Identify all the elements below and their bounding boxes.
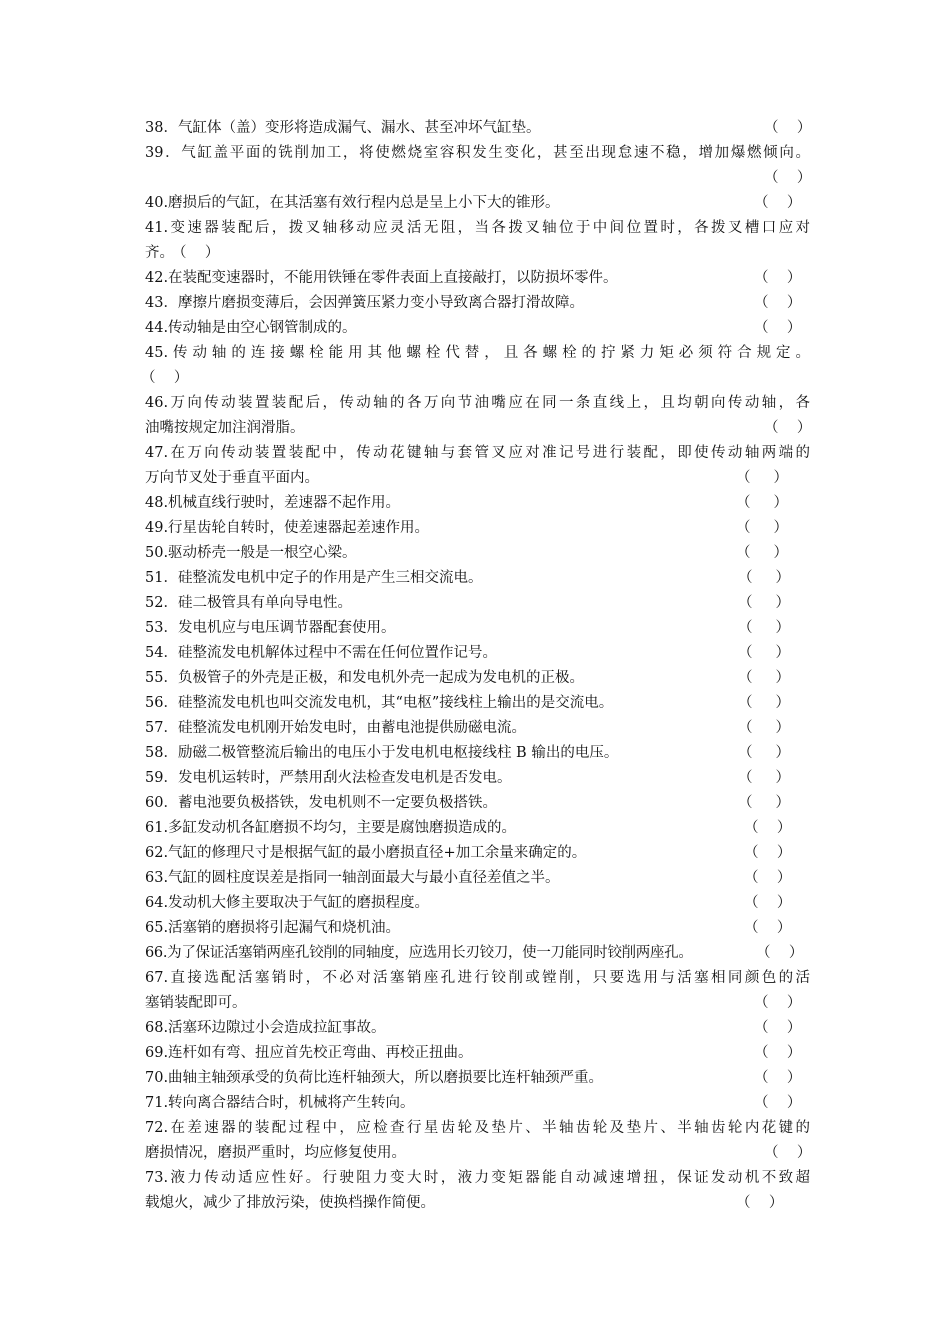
question-65-line-1: 65.活塞销的磨损将引起漏气和烧机油。 xyxy=(145,920,401,936)
question-50-line-1: 50.驱动桥壳一般是一根空心梁。 xyxy=(145,545,357,561)
question-66-line-1: 66.为了保证活塞销两座孔铰削的同轴度，应选用长刃铰刀，使一刀能同时铰削两座孔。 xyxy=(145,945,693,961)
question-72-line-2: 磨损情况，磨损严重时，均应修复使用。 xyxy=(145,1145,406,1161)
answer-bracket-52[interactable]: （ ） xyxy=(738,595,791,611)
answer-bracket-45[interactable]: （ ） xyxy=(141,370,189,386)
question-38-line-1: 38．气缸体（盖）变形将造成漏气、漏水、甚至冲坏气缸垫。 xyxy=(145,120,541,136)
answer-bracket-61[interactable]: （ ） xyxy=(744,820,792,836)
answer-bracket-42[interactable]: （ ） xyxy=(754,270,802,286)
answer-bracket-69[interactable]: （ ） xyxy=(754,1045,802,1061)
question-69-line-1: 69.连杆如有弯、扭应首先校正弯曲、再校正扭曲。 xyxy=(145,1045,473,1061)
answer-bracket-67[interactable]: （ ） xyxy=(754,995,802,1011)
question-39-line-1: 39．气缸盖平面的铣削加工，将使燃烧室容积发生变化，甚至出现怠速不稳，增加爆燃倾向。 xyxy=(145,145,810,161)
question-47-line-2: 万向节叉处于垂直平面内。 xyxy=(145,470,319,486)
question-43-line-1: 43．摩擦片磨损变薄后，会因弹簧压紧力变小导致离合器打滑故障。 xyxy=(145,295,584,311)
answer-bracket-59[interactable]: （ ） xyxy=(738,770,791,786)
question-59-line-1: 59．发电机运转时，严禁用刮火法检查发电机是否发电。 xyxy=(145,770,512,786)
question-68-line-1: 68.活塞环边隙过小会造成拉缸事故。 xyxy=(145,1020,386,1036)
answer-bracket-56[interactable]: （ ） xyxy=(738,695,791,711)
question-73-line-1: 73.液力传动适应性好。行驶阻力变大时，液力变矩器能自动减速增扭，保证发动机不致超 xyxy=(145,1170,810,1186)
question-67-line-1: 67.直接选配活塞销时，不必对活塞销座孔进行铰削或镗削，只要选用与活塞相同颜色的活 xyxy=(145,970,810,986)
answer-bracket-62[interactable]: （ ） xyxy=(744,845,792,861)
question-64-line-1: 64.发动机大修主要取决于气缸的磨损程度。 xyxy=(145,895,430,911)
question-49-line-1: 49.行星齿轮自转时，使差速器起差速作用。 xyxy=(145,520,430,536)
question-56-line-1: 56．硅整流发电机也叫交流发电机，其“电枢”接线柱上输出的是交流电。 xyxy=(145,695,614,711)
answer-bracket-51[interactable]: （ ） xyxy=(738,570,791,586)
question-60-line-1: 60．蓄电池要负极搭铁，发电机则不一定要负极搭铁。 xyxy=(145,795,497,811)
answer-bracket-65[interactable]: （ ） xyxy=(744,920,792,936)
question-40-line-1: 40.磨损后的气缸，在其活塞有效行程内总是呈上小下大的锥形。 xyxy=(145,195,560,211)
answer-bracket-40[interactable]: （ ） xyxy=(754,195,802,211)
answer-bracket-43[interactable]: （ ） xyxy=(754,295,802,311)
question-54-line-1: 54．硅整流发电机解体过程中不需在任何位置作记号。 xyxy=(145,645,497,661)
answer-bracket-60[interactable]: （ ） xyxy=(738,795,791,811)
answer-bracket-63[interactable]: （ ） xyxy=(744,870,792,886)
question-72-line-1: 72.在差速器的装配过程中，应检查行星齿轮及垫片、半轴齿轮及垫片、半轴齿轮内花键的 xyxy=(145,1120,810,1136)
answer-bracket-64[interactable]: （ ） xyxy=(744,895,792,911)
question-48-line-1: 48.机械直线行驶时，差速器不起作用。 xyxy=(145,495,401,511)
question-41-line-2: 齐。 xyxy=(145,245,174,261)
answer-bracket-47[interactable]: （ ） xyxy=(736,470,789,486)
answer-bracket-70[interactable]: （ ） xyxy=(754,1070,802,1086)
answer-bracket-38[interactable]: （ ） xyxy=(764,120,812,136)
question-45-line-1: 45.传动轴的连接螺栓能用其他螺栓代替，且各螺栓的拧紧力矩必须符合规定。 xyxy=(145,345,810,361)
question-70-line-1: 70.曲轴主轴颈承受的负荷比连杆轴颈大，所以磨损要比连杆轴颈严重。 xyxy=(145,1070,604,1086)
answer-bracket-72[interactable]: （ ） xyxy=(764,1145,812,1161)
question-52-line-1: 52．硅二极管具有单向导电性。 xyxy=(145,595,352,611)
question-58-line-1: 58．励磁二极管整流后输出的电压小于发电机电枢接线柱 B 输出的电压。 xyxy=(145,745,619,761)
question-46-line-2: 油嘴按规定加注润滑脂。 xyxy=(145,420,305,436)
answer-bracket-48[interactable]: （ ） xyxy=(736,495,789,511)
question-53-line-1: 53．发电机应与电压调节器配套使用。 xyxy=(145,620,396,636)
answer-bracket-41[interactable]: （ ） xyxy=(172,245,220,261)
question-51-line-1: 51．硅整流发电机中定子的作用是产生三相交流电。 xyxy=(145,570,483,586)
question-73-line-2: 载熄火，减少了排放污染，使换档操作简便。 xyxy=(145,1195,435,1211)
answer-bracket-66[interactable]: （ ） xyxy=(756,945,804,961)
question-41-line-1: 41.变速器装配后，拨叉轴移动应灵活无阻，当各拨叉轴位于中间位置时，各拨叉槽口应对 xyxy=(145,220,810,236)
answer-bracket-50[interactable]: （ ） xyxy=(736,545,789,561)
answer-bracket-73[interactable]: （ ） xyxy=(736,1195,784,1211)
answer-bracket-55[interactable]: （ ） xyxy=(738,670,791,686)
question-47-line-1: 47.在万向传动装置装配中，传动花键轴与套管叉应对准记号进行装配，即使传动轴两端的 xyxy=(145,445,810,461)
answer-bracket-39[interactable]: （ ） xyxy=(764,170,812,186)
question-67-line-2: 塞销装配即可。 xyxy=(145,995,247,1011)
question-55-line-1: 55．负极管子的外壳是正极，和发电机外壳一起成为发电机的正极。 xyxy=(145,670,584,686)
answer-bracket-49[interactable]: （ ） xyxy=(736,520,789,536)
question-63-line-1: 63.气缸的圆柱度误差是指同一轴剖面最大与最小直径差值之半。 xyxy=(145,870,560,886)
answer-bracket-46[interactable]: （ ） xyxy=(764,420,812,436)
question-61-line-1: 61.多缸发动机各缸磨损不均匀，主要是腐蚀磨损造成的。 xyxy=(145,820,517,836)
answer-bracket-71[interactable]: （ ） xyxy=(754,1095,802,1111)
answer-bracket-53[interactable]: （ ） xyxy=(738,620,791,636)
question-44-line-1: 44.传动轴是由空心钢管制成的。 xyxy=(145,320,357,336)
question-71-line-1: 71.转向离合器结合时，机械将产生转向。 xyxy=(145,1095,415,1111)
answer-bracket-58[interactable]: （ ） xyxy=(738,745,791,761)
answer-bracket-54[interactable]: （ ） xyxy=(738,645,791,661)
question-57-line-1: 57．硅整流发电机刚开始发电时，由蓄电池提供励磁电流。 xyxy=(145,720,526,736)
answer-bracket-44[interactable]: （ ） xyxy=(754,320,802,336)
question-42-line-1: 42.在装配变速器时，不能用铁锤在零件表面上直接敲打，以防损坏零件。 xyxy=(145,270,618,286)
question-62-line-1: 62.气缸的修理尺寸是根据气缸的最小磨损直径+加工余量来确定的。 xyxy=(145,845,587,861)
question-46-line-1: 46.万向传动装置装配后，传动轴的各万向节油嘴应在同一条直线上，且均朝向传动轴，各 xyxy=(145,395,810,411)
answer-bracket-68[interactable]: （ ） xyxy=(754,1020,802,1036)
answer-bracket-57[interactable]: （ ） xyxy=(738,720,791,736)
